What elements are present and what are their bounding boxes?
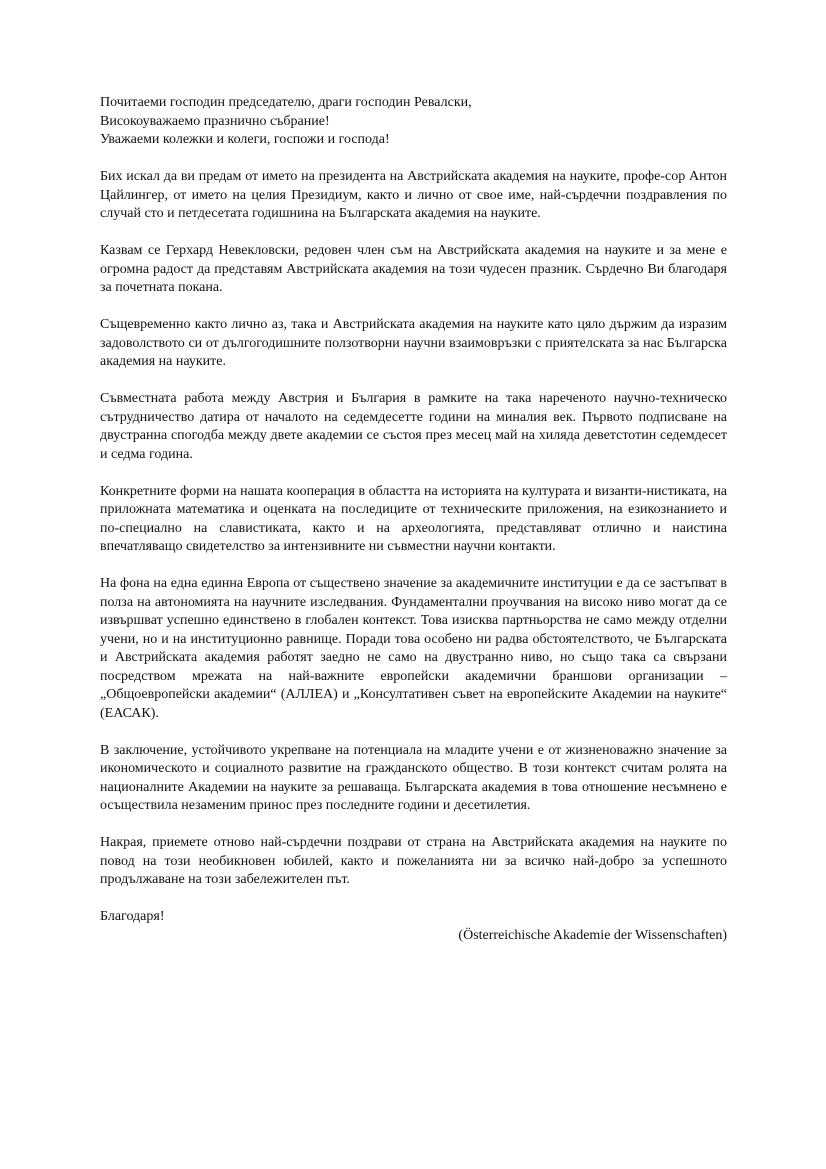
greeting-line-1: Почитаеми господин председателю, драги господин Ревалски, [100,95,472,110]
paragraph-7: В заключение, устойчивото укрепване на потенциала на младите учени е от жизненоважно значение за икономическото и социалното развитие на гражданското общество. В този контекст считам ролята на националните Академии на науките за решаваща. Българската академия в това отношение несъмнено е осъществила незаменим принос през последните години и десетилетия. [100,742,727,813]
paragraph-4: Съвместната работа между Австрия и България в рамките на така нареченото научно-техническо сътрудничество датира от началото на седемдесетте години на миналия век. Първото подписване на двустранна спогодба между двете академии се състоя през месец май на хиляда деветстотин седемдесет и седма година. [100,391,727,462]
paragraph-3: Същевременно както лично аз, така и Австрийската академия на науките като цяло държим да изразим задоволството си от дългогодишните ползотворни научни взаимовръзки с приятелската за нас Българска академия на науките. [100,317,727,369]
paragraph-5: Конкретните форми на нашата кооперация в областта на историята на културата и византи-нистиката, на приложната математика и оценката на последиците от техническите приложения, на езикознанието и по-специално на славистиката, както и на археологията, представляват отлично и наистина впечатляващо свидетелство за интензивните ни съвместни научни контакти. [100,483,727,554]
paragraph-2: Казвам се Герхард Невекловски, редовен член съм на Австрийската академия на науките и за мене е огромна радост да представям Австрийската академия на този чудесен празник. Сърдечно Ви благодаря за почетната покана. [100,243,727,295]
letter-page [100,94,727,945]
paragraph-1: Бих искал да ви предам от името на президента на Австрийската академия на науките, профе-сор Антон Цайлингер, от името на целия Президиум, както и лично от свое име, най-сърдечни поздравления по случай сто и петдесетата годишнина на Българската академия на науките. [100,169,727,221]
greeting-block [100,94,727,150]
signature-line: (Österreichische Akademie der Wissenschaften) [458,927,727,943]
greeting-line-3: Уважаеми колежки и колеги, госпожи и господа! [100,132,390,147]
greeting-line-2: Високоуважаемо празнично събрание! [100,113,330,129]
closing-line: Благодаря! [100,909,165,924]
paragraph-8: Накрая, приемете отново най-сърдечни поздрави от страна на Австрийската академия на науките по повод на този необикновен юбилей, както и пожеланията ни за всичко най-добро за успешното продължаване на този забележителен път. [100,835,727,887]
paragraph-6: На фона на една единна Европа от съществено значение за академичните институции е да се застъпват в полза на автономията на научните изследвания. Фундаментални проучвания на високо ниво могат да се извършват успешно единствено в глобален контекст. Това изисква партньорства не само между отделни учени, но и на институционно равнище. Поради това особено ни радва обстоятелството, че Българската и Австрийската академия работят заедно не само на двустранно ниво, но също така са свързани посредством мрежата на най-важните европейски академични браншови организации – „Общоевропейски академии“ (АЛЛЕА) и „Консултативен съвет на европейските Академии на науките“ (ЕАСАК). [100,576,727,721]
